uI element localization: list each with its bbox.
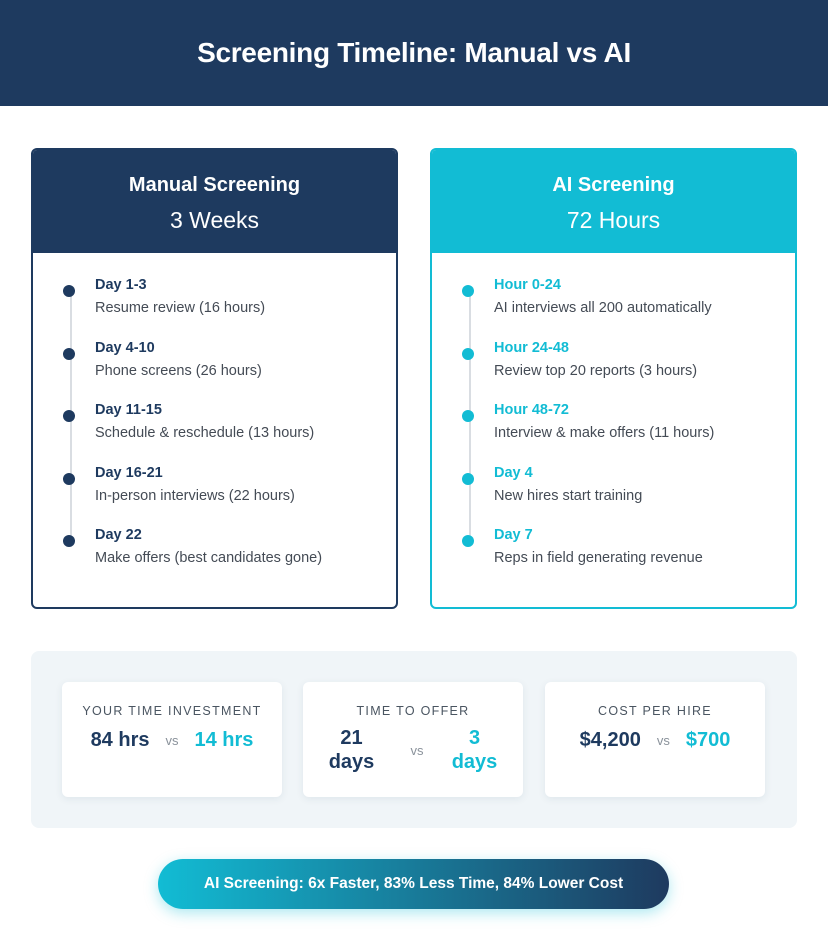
timeline-step	[95, 525, 396, 588]
step-description: AI interviews all 200 automatically	[494, 300, 712, 316]
stat-card-time-investment	[62, 682, 282, 797]
timeline-step	[494, 463, 795, 526]
timeline-step	[494, 525, 795, 588]
step-description: New hires start training	[494, 487, 643, 504]
manual-timeline	[33, 253, 396, 588]
summary-banner	[158, 859, 669, 909]
manual-screening-card	[31, 148, 398, 609]
timeline-step	[95, 400, 396, 463]
step-description: Phone screens (26 hours)	[95, 362, 262, 379]
timeline-dot-icon	[63, 285, 75, 297]
stat-vs: vs	[165, 732, 179, 748]
ai-card-duration: 72 Hours	[566, 206, 661, 233]
stat-label: YOUR TIME INVESTMENT	[82, 704, 262, 718]
stat-ai-value: $700	[685, 729, 731, 751]
step-description: Schedule & reschedule (13 hours)	[95, 425, 315, 441]
timeline-dot-icon	[63, 473, 75, 485]
step-description: Reps in field generating revenue	[494, 550, 703, 566]
step-label: Hour 0-24	[494, 277, 561, 293]
step-label: Hour 48-72	[494, 402, 569, 418]
stat-ai-value: 14 hrs	[194, 729, 254, 751]
timeline-step	[494, 400, 795, 463]
ai-timeline	[432, 253, 795, 588]
timeline-dot-icon	[462, 535, 474, 547]
step-label: Day 22	[95, 527, 142, 543]
step-description: In-person interviews (22 hours)	[95, 487, 295, 504]
step-description: Interview & make offers (11 hours)	[494, 425, 715, 441]
stat-vs: vs	[656, 732, 670, 748]
stat-values	[580, 728, 731, 752]
timeline-dot-icon	[462, 473, 474, 485]
manual-card-title: Manual Screening	[128, 173, 301, 196]
stat-values	[91, 728, 254, 752]
step-label: Day 16-21	[95, 464, 163, 481]
step-description: Make offers (best candidates gone)	[95, 550, 323, 566]
timeline-dot-icon	[63, 348, 75, 360]
step-description: Review top 20 reports (3 hours)	[494, 362, 698, 379]
comparison-stats-panel	[31, 651, 797, 828]
ai-screening-card	[430, 148, 797, 609]
step-label: Day 11-15	[95, 402, 162, 418]
step-label: Day 4	[494, 464, 533, 481]
step-label: Hour 24-48	[494, 339, 569, 356]
summary-banner-text: AI Screening: 6x Faster, 83% Less Time, 84% Lower Cost	[203, 875, 624, 892]
timeline-step	[95, 338, 396, 401]
timeline-step	[494, 275, 795, 338]
stat-card-time-to-offer	[303, 682, 523, 797]
stat-vs: vs	[410, 742, 424, 758]
stat-ai-value: 3 days	[451, 727, 498, 773]
timeline-dot-icon	[462, 348, 474, 360]
page-title: Screening Timeline: Manual vs AI	[197, 37, 631, 68]
stat-manual-value: 84 hrs	[90, 729, 150, 751]
timeline-dot-icon	[462, 410, 474, 422]
stat-card-cost-per-hire	[545, 682, 765, 797]
stat-manual-value: $4,200	[579, 729, 641, 751]
timeline-dot-icon	[462, 285, 474, 297]
ai-card-header	[432, 150, 795, 253]
stat-values	[327, 726, 500, 774]
page-header	[0, 0, 828, 106]
timeline-dot-icon	[63, 535, 75, 547]
timeline-dot-icon	[63, 410, 75, 422]
step-label: Day 1-3	[95, 277, 147, 293]
manual-card-header	[33, 150, 396, 253]
step-label: Day 7	[494, 527, 533, 543]
timeline-step	[95, 275, 396, 338]
stat-label: COST PER HIRE	[598, 704, 712, 718]
step-description: Resume review (16 hours)	[95, 300, 266, 316]
ai-card-title: AI Screening	[552, 173, 675, 196]
stat-label: TIME TO OFFER	[356, 704, 470, 718]
step-label: Day 4-10	[95, 339, 155, 356]
timeline-step	[95, 463, 396, 526]
stat-manual-value: 21 days	[328, 727, 375, 773]
timeline-step	[494, 338, 795, 401]
manual-card-duration: 3 Weeks	[169, 206, 260, 233]
